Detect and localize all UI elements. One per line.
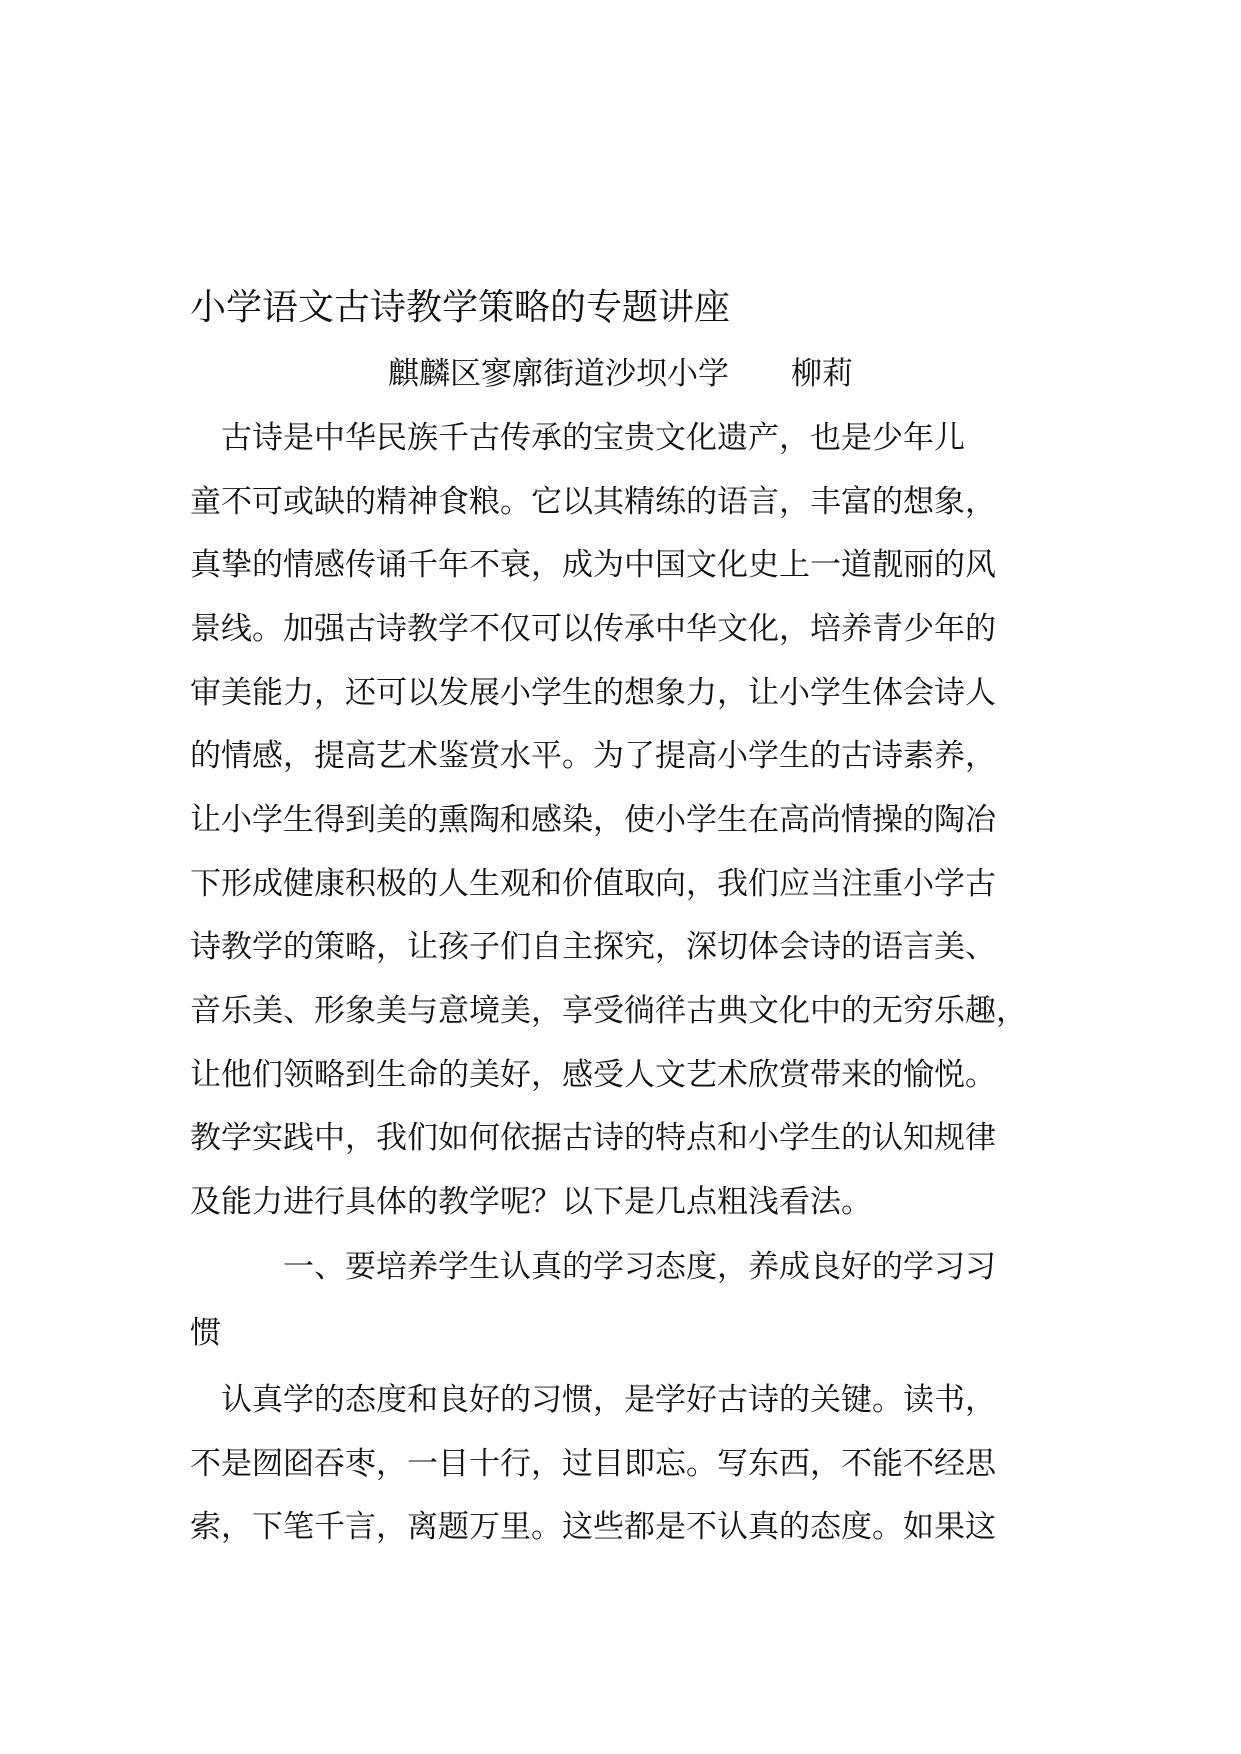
paragraph2-line: 认真学的态度和良好的习惯，是学好古诗的关键。读书， [190,1382,996,1418]
paragraph1-line: 音乐美、形象美与意境美，享受徜徉古典文化中的无穷乐趣， [190,993,1027,1029]
paragraph1-line: 景线。加强古诗教学不仅可以传承中华文化，培养青少年的 [190,611,996,647]
paragraph1-line: 童不可或缺的精神食粮。它以其精练的语言，丰富的想象， [190,484,996,520]
paragraph1-line: 审美能力，还可以发展小学生的想象力，让小学生体会诗人 [190,675,996,711]
paragraph1-line: 的情感，提高艺术鉴赏水平。为了提高小学生的古诗素养， [190,738,996,774]
document-title: 小学语文古诗教学策略的专题讲座 [190,287,731,328]
paragraph1-line: 真挚的情感传诵千年不衰，成为中国文化史上一道靓丽的风 [190,547,996,583]
paragraph1-line: 让他们领略到生命的美好，感受人文艺术欣赏带来的愉悦。 [190,1057,996,1093]
paragraph1-line: 诗教学的策略，让孩子们自主探究，深切体会诗的语言美、 [190,929,996,965]
paragraph1-line: 古诗是中华民族千古传承的宝贵文化遗产，也是少年儿 [190,420,965,456]
paragraph1-line: 及能力进行具体的教学呢？以下是几点粗浅看法。 [190,1184,872,1220]
section-heading-line: 一、要培养学生认真的学习态度，养成良好的学习习 [190,1249,996,1285]
section-heading-line: 惯 [190,1315,221,1351]
paragraph1-line: 下形成健康积极的人生观和价值取向，我们应当注重小学古 [190,866,996,902]
paragraph2-line: 不是囫囵吞枣，一目十行，过目即忘。写东西，不能不经思 [190,1446,996,1482]
author-line: 麒麟区寥廓街道沙坝小学 柳莉 [388,356,853,392]
paragraph2-line: 索，下笔千言，离题万里。这些都是不认真的态度。如果这 [190,1509,996,1545]
paragraph1-line: 教学实践中，我们如何依据古诗的特点和小学生的认知规律 [190,1120,996,1156]
paragraph1-line: 让小学生得到美的熏陶和感染，使小学生在高尚情操的陶冶 [190,802,996,838]
